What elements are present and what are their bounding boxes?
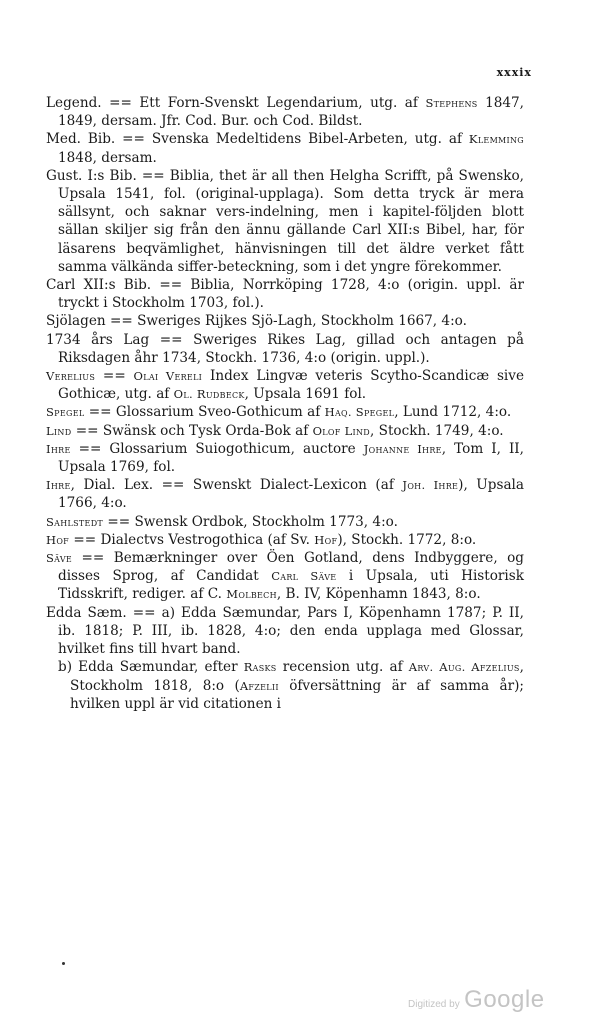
print-speck [62,962,65,965]
entry-text: == Swensk Ordbok, Stockholm 1773, 4:o. [103,513,398,530]
small-caps-name: Ihre [46,441,71,456]
entry-text: == Glossarium Suiogothicum, auctore [70,440,364,457]
abbreviation-entry [46,604,524,659]
small-caps-name: Hof [314,532,338,547]
entry-text: Legend. == Ett Forn-Svenskt Legendarium, utg. af [46,95,426,111]
small-caps-name: Molbech [226,587,277,602]
abbreviations-list [46,94,524,713]
abbreviation-entry [46,312,524,330]
entry-text: , Dial. Lex. == Swenskt Dialect-Lexicon (af [70,477,403,494]
entry-text: == [95,368,134,385]
small-caps-name: Verelius [46,369,96,384]
entry-text: i Upsala, uti Historisk Tidsskrift, rediger. af C. [58,568,524,603]
small-caps-name: Rasks [243,660,277,675]
entry-text: öfversättning är af samma år); hvilken uppl är vid citationen i [70,677,524,712]
small-caps-name: Johanne Ihre [363,441,442,456]
abbreviation-entry [46,331,524,367]
abbreviation-entry [46,422,524,440]
entry-text: ), Stockh. 1772, 8:o. [337,531,477,548]
entry-text: == Dialectvs Vestrogothica (af Sv. [69,531,315,548]
entry-text: , B. IV, Köpenhamn 1843, 8:o. [276,586,481,603]
entry-text: == Bemærkninger over Öen Gotland, dens Indbyggere, og disses Sprog, af Candidat [58,550,524,585]
page-folio: xxxix [496,66,532,79]
abbreviation-entry [46,513,524,531]
entry-text: 1847, 1849, dersam. Jfr. Cod. Bur. och Cod. Bildst. [58,95,524,130]
entry-text: , Tom I, II, Upsala 1769, fol. [58,440,525,476]
small-caps-name: Arv. Aug. Afzelius [408,660,520,675]
small-caps-name: Stephens [425,96,478,110]
entry-text: b) Edda Sæmundar, efter [58,659,244,676]
small-caps-name: Lind [46,423,72,438]
entry-text: Carl XII:s Bib. == Biblia, Norrköping 1728, 4:o (origin. uppl. är tryckt i Stockholm 1703, fol.). [46,277,524,312]
watermark-small-text: Digitized by [408,999,460,1010]
small-caps-name: Carl Säve [271,569,337,584]
abbreviation-entry [46,167,524,276]
small-caps-name: Spegel [46,405,85,420]
entry-text: recension utg. af [276,659,409,676]
abbreviation-entry [46,367,524,403]
small-caps-name: Haq. Spegel [324,405,395,420]
small-caps-name: Hof [46,532,70,547]
abbreviation-entry [46,549,524,604]
small-caps-name: Ihre [46,478,71,493]
entry-text: 1734 års Lag == Sweriges Rikes Lag, gillad och antagen på Riksdagen åhr 1734, Stockh. 1736, 4:o (origin. uppl.). [46,331,524,366]
abbreviation-entry [46,476,524,512]
small-caps-name: Sahlstedt [46,514,104,529]
small-caps-name: Klemming [468,132,524,147]
small-caps-name: Joh. Ihre [402,478,459,493]
google-logo-text: Google [464,986,545,1013]
abbreviation-entry [46,658,524,713]
abbreviation-entry [46,94,524,130]
abbreviation-entry [46,531,524,549]
small-caps-name: Ol. Rudbeck [173,387,245,402]
entry-text: Gust. I:s Bib. == Biblia, thet är all then Helgha Scrifft, på Swensko, Upsala 1541, fol. (original-upplaga). Som detta tryck är mera sällsynt, och saknar vers-indelning, men i kapitel-följden blott sällan skiljer sig från den ännu gällande Carl XII:s Bibel, har, för läsarens beqvämlighet, hänvisningen till det äldre verket fått samma välkända siffer-beteckning, som i det yngre förekommer. [46,167,524,275]
entry-text: , Lund 1712, 4:o. [394,404,512,421]
small-caps-name: Olof Lind [312,423,370,438]
entry-text: Edda Sæm. == a) Edda Sæmundar, Pars I, Köpenhamn 1787; P. II, ib. 1818; P. III, ib. 1828, 4:o; den enda upplaga med Glossar, hvilket fins till hvart band. [46,604,524,658]
entry-text: == Glossarium Sveo-Gothicum af [84,404,325,421]
abbreviation-entry [46,276,524,312]
entry-text: , Stockholm 1818, 8:o ( [70,659,524,694]
abbreviation-entry [46,130,524,166]
entry-text: ), Upsala 1766, 4:o. [58,477,525,512]
small-caps-name: Olai Vereli [133,369,203,384]
entry-text: Sjölagen == Sweriges Rijkes Sjö-Lagh, Stockholm 1667, 4:o. [46,313,467,330]
small-caps-name: Säve [46,551,73,566]
small-caps-name: Afzelii [239,678,279,693]
abbreviation-entry [46,440,524,476]
entry-text: Med. Bib. == Svenska Medeltidens Bibel-Arbeten, utg. af [46,131,469,148]
entry-text: 1848, dersam. [58,149,157,166]
digitized-watermark [408,986,545,1014]
entry-text: , Upsala 1691 fol. [244,386,367,403]
entry-text: , Stockh. 1749, 4:o. [370,422,504,439]
abbreviation-entry [46,403,524,421]
entry-text: == Swänsk och Tysk Orda-Bok af [71,422,313,439]
entry-text: Index Lingvæ veteris Scytho-Scandicæ sive Gothicæ, utg. af [58,368,524,403]
